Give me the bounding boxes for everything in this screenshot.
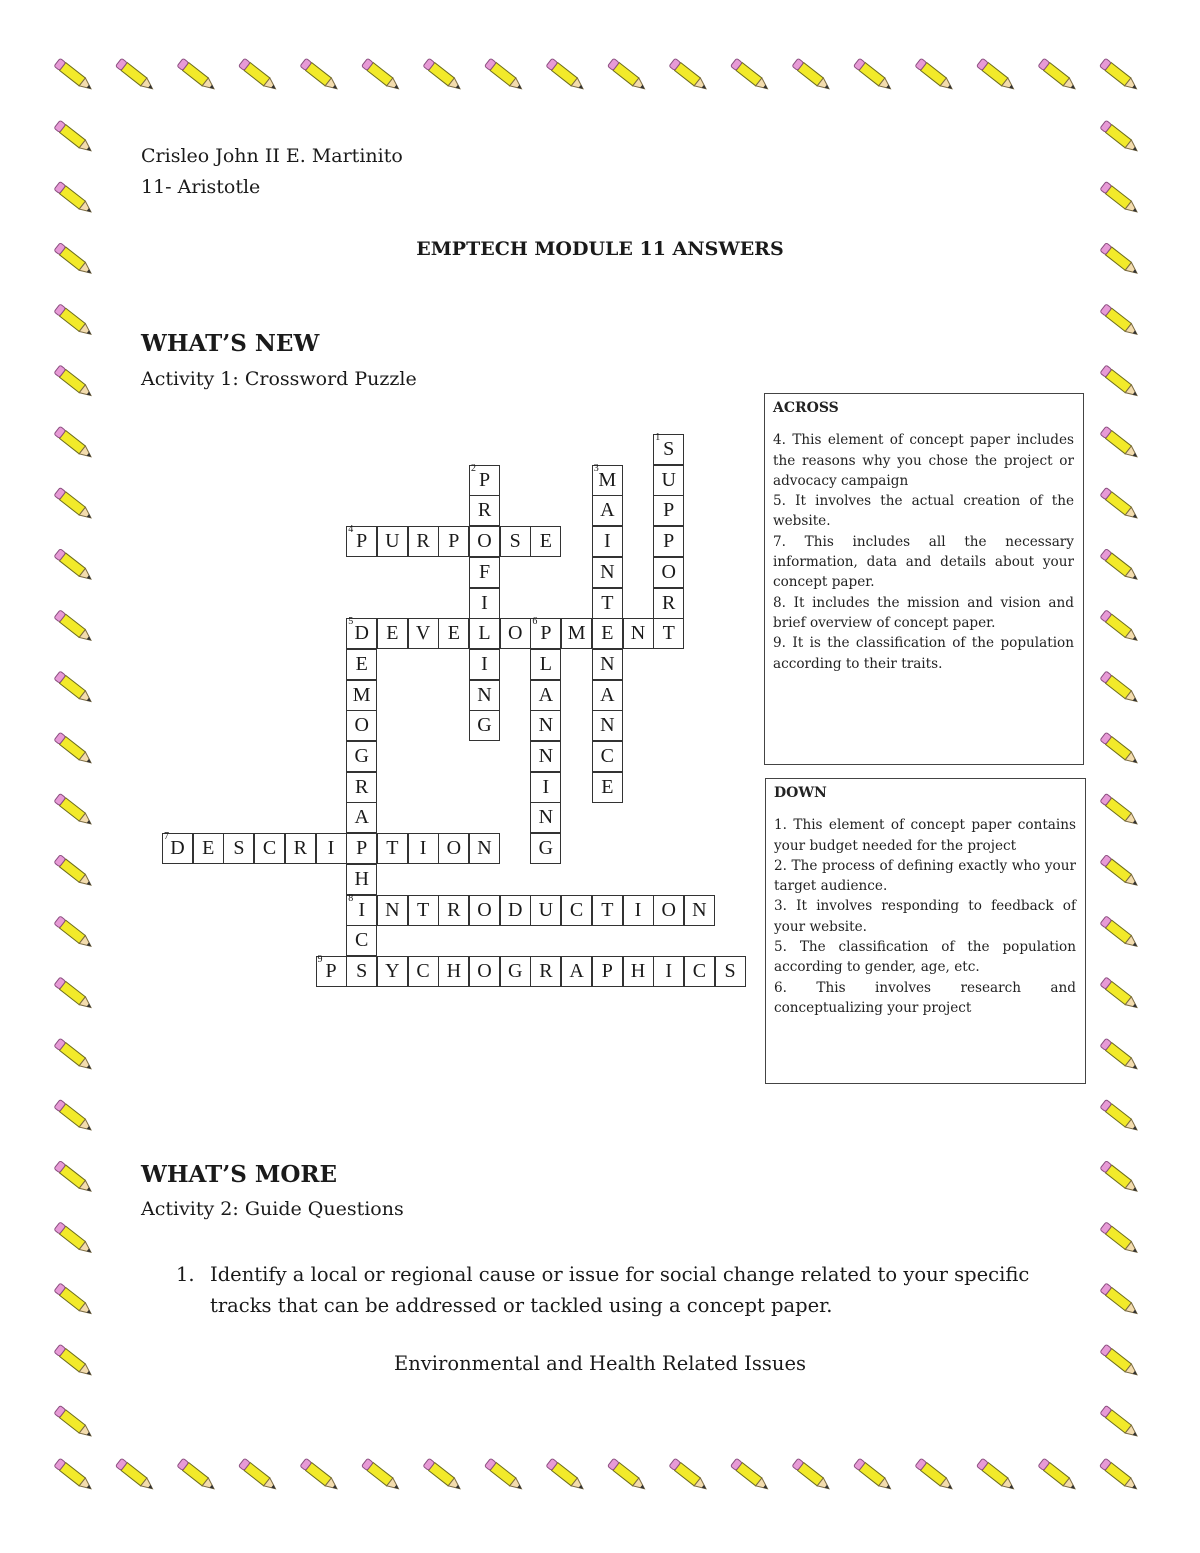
crossword-cell: N (592, 557, 623, 588)
crossword-cell: O (469, 956, 500, 987)
clue-number: 4 (348, 524, 354, 536)
crossword-cell: C (408, 956, 439, 987)
crossword-cell: F (469, 557, 500, 588)
whats-new-heading: WHAT’S NEW (141, 330, 320, 357)
crossword-cell: A (530, 680, 561, 711)
question-answer: Environmental and Health Related Issues (394, 1352, 806, 1375)
crossword-cell: A (592, 680, 623, 711)
crossword-cell: L (530, 649, 561, 680)
crossword-cell: N (469, 680, 500, 711)
crossword-cell: I (592, 526, 623, 557)
crossword-cell: O (469, 526, 500, 557)
crossword-cell: U (530, 895, 561, 926)
crossword-cell: U (377, 526, 408, 557)
crossword-cell: S (715, 956, 746, 987)
crossword-cell: H (623, 956, 654, 987)
crossword-cell: D 5 (346, 618, 377, 649)
crossword-cell: O (469, 895, 500, 926)
crossword-cell: E (592, 618, 623, 649)
activity-2-label: Activity 2: Guide Questions (141, 1198, 404, 1220)
crossword-cell: I (530, 772, 561, 803)
crossword-cell: O (346, 710, 377, 741)
down-clues-box (765, 778, 1086, 1084)
student-name: Crisleo John II E. Martinito (141, 145, 403, 167)
clue-number: 6 (532, 616, 538, 628)
crossword-cell: E (438, 618, 469, 649)
crossword-cell: C (592, 741, 623, 772)
crossword-cell: N (623, 618, 654, 649)
crossword-cell: N (530, 802, 561, 833)
crossword-cell: Y (377, 956, 408, 987)
crossword-cell: R (346, 772, 377, 803)
down-clue: 2. The process of defining exactly who your target audience. (774, 857, 1076, 895)
crossword-cell: L (469, 618, 500, 649)
student-section: 11- Aristotle (141, 176, 261, 198)
question-text: Identify a local or regional cause or issue for social change related to your specific tracks that can be addressed or tackled using a concept paper. (210, 1263, 1030, 1317)
crossword-cell: S (223, 833, 254, 864)
crossword-cell: C (684, 956, 715, 987)
crossword-cell: T (653, 618, 684, 649)
crossword-cell: P 4 (346, 526, 377, 557)
crossword-cell: P 2 (469, 465, 500, 496)
crossword-cell: S (500, 526, 531, 557)
crossword-cell: E (592, 772, 623, 803)
crossword-cell: S 1 (653, 434, 684, 465)
down-clue: 3. It involves responding to feedback of your website. (774, 898, 1076, 935)
activity-1-label: Activity 1: Crossword Puzzle (141, 368, 417, 390)
across-clue: 5. It involves the actual creation of the website. (773, 493, 1074, 530)
crossword-cell: P (592, 956, 623, 987)
crossword-cell: M (561, 618, 592, 649)
crossword-cell: R (469, 495, 500, 526)
crossword-cell: E (346, 649, 377, 680)
crossword-cell: T (377, 833, 408, 864)
crossword-cell: P (438, 526, 469, 557)
crossword-cell: N (469, 833, 500, 864)
across-heading: ACROSS (773, 400, 839, 416)
crossword-cell: P 9 (316, 956, 347, 987)
clue-number: 8 (348, 892, 354, 904)
clue-number: 9 (317, 953, 323, 965)
crossword-cell: O (653, 557, 684, 588)
crossword-cell: I (469, 649, 500, 680)
across-clue: 7. This includes all the necessary information, data and details about your concept paper. (773, 533, 1074, 591)
across-clue: 9. It is the classification of the population according to their traits. (773, 635, 1074, 672)
down-clue: 1. This element of concept paper contains your budget needed for the project (774, 817, 1076, 854)
crossword-cell: O (500, 618, 531, 649)
across-clue: 8. It includes the mission and vision and brief overview of concept paper. (773, 594, 1074, 631)
crossword-cell: I (408, 833, 439, 864)
crossword-cell: H (438, 956, 469, 987)
crossword-cell: I (653, 956, 684, 987)
crossword-cell: G (500, 956, 531, 987)
crossword-cell: D (500, 895, 531, 926)
crossword-cell: N (530, 710, 561, 741)
crossword-cell: M (346, 680, 377, 711)
crossword-cell: M 3 (592, 465, 623, 496)
crossword-cell: E (530, 526, 561, 557)
crossword-cell: U (653, 465, 684, 496)
page-title: EMPTECH MODULE 11 ANSWERS (416, 238, 784, 260)
crossword-cell: A (346, 802, 377, 833)
down-clue: 6. This involves research and conceptualizing your project (774, 979, 1076, 1016)
crossword-cell: E (377, 618, 408, 649)
whats-more-heading: WHAT’S MORE (141, 1161, 338, 1188)
crossword-cell: T (408, 895, 439, 926)
down-clue: 5. The classification of the population according to gender, age, etc. (774, 939, 1076, 976)
crossword-cell: R (285, 833, 316, 864)
crossword-cell: O (653, 895, 684, 926)
crossword-cell: N (684, 895, 715, 926)
crossword-cell: N (592, 710, 623, 741)
crossword-cell: P (653, 495, 684, 526)
crossword-cell: N (377, 895, 408, 926)
crossword-cell: P 6 (530, 618, 561, 649)
crossword-cell: V (408, 618, 439, 649)
across-clues-box (764, 393, 1084, 765)
crossword-cell: T (592, 588, 623, 619)
crossword-cell: C (346, 925, 377, 956)
crossword-cell: D 7 (162, 833, 193, 864)
clue-number: 1 (655, 432, 661, 443)
crossword-cell: C (254, 833, 285, 864)
clue-number: 5 (348, 616, 354, 628)
crossword-cell: N (530, 741, 561, 772)
crossword-cell: E (193, 833, 224, 864)
clue-number: 2 (471, 462, 476, 474)
crossword-cell: P (346, 833, 377, 864)
crossword-cell: I 8 (346, 895, 377, 926)
crossword-cell: C (561, 895, 592, 926)
crossword-cell: A (561, 956, 592, 987)
crossword-cell: T (592, 895, 623, 926)
crossword-cell: G (346, 741, 377, 772)
clue-number: 7 (164, 831, 169, 843)
crossword-cell: P (653, 526, 684, 557)
crossword-cell: O (438, 833, 469, 864)
clue-number: 3 (593, 462, 599, 474)
down-heading: DOWN (774, 785, 827, 801)
across-clue: 4. This element of concept paper includes the reasons why you chose the project or advocacy campaign (773, 432, 1074, 489)
crossword-cell: I (316, 833, 347, 864)
crossword-cell: R (653, 588, 684, 619)
crossword-cell: A (592, 495, 623, 526)
crossword-cell: G (530, 833, 561, 864)
crossword-cell: I (469, 588, 500, 619)
crossword-cell: R (408, 526, 439, 557)
crossword-cell: R (530, 956, 561, 987)
guide-question (176, 1259, 1076, 1321)
crossword-cell: H (346, 864, 377, 895)
crossword-cell: R (438, 895, 469, 926)
crossword-cell: N (592, 649, 623, 680)
crossword-cell: I (623, 895, 654, 926)
crossword-cell: G (469, 710, 500, 741)
crossword-cell: S (346, 956, 377, 987)
question-number: 1. (176, 1263, 195, 1286)
